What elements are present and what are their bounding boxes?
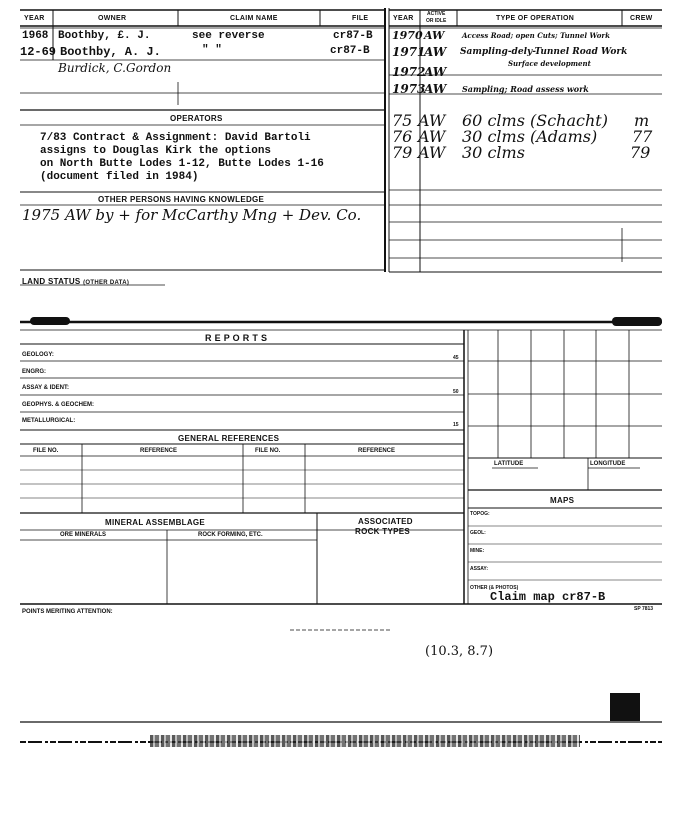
maps-header: MAPS <box>550 496 575 505</box>
activity-row-7-operation: 30 clms <box>462 143 525 162</box>
report-assay-num: 50 <box>453 389 459 395</box>
associated-rock-types-line1: ASSOCIATED <box>358 517 413 526</box>
activity-row-3-status: AW <box>424 65 447 79</box>
report-metallurgical-label: METALLURGICAL: <box>22 418 76 424</box>
coordinate-note: (10.3, 8.7) <box>425 644 494 659</box>
claim-row-2-owner: Boothby, A. J. <box>60 45 161 59</box>
report-geophys-label: GEOPHYS. & GEOCHEM: <box>22 402 95 408</box>
activity-row-5-status: AW <box>418 111 446 130</box>
activity-row-2b-operation: Surface development <box>508 59 591 68</box>
activity-row-4-year: 1973 <box>392 82 426 96</box>
report-assay-label: ASSAY & IDENT: <box>22 385 70 391</box>
activity-row-4-operation: Sampling; Road assess work <box>462 84 589 94</box>
land-status-sub: (OTHER DATA) <box>83 280 130 286</box>
activity-row-7-crew: 79 <box>630 143 651 162</box>
operators-line-2: assigns to Douglas Kirk the options <box>40 145 272 157</box>
col-header-file: FILE <box>352 15 369 22</box>
scan-smudge-right <box>612 317 662 326</box>
activity-header-year: YEAR <box>393 15 414 22</box>
points-meriting-attention-label: POINTS MERITING ATTENTION: <box>22 609 113 615</box>
associated-rock-types-line2: ROCK TYPES <box>355 527 411 536</box>
maps-topog-label: TOPOG: <box>470 511 490 517</box>
other-persons-header: OTHER PERSONS HAVING KNOWLEDGE <box>98 195 265 204</box>
report-metallurgical-num: 15 <box>453 422 459 428</box>
mineral-assemblage-header: MINERAL ASSEMBLAGE <box>105 518 206 527</box>
ore-minerals-label: ORE MINERALS <box>60 532 107 538</box>
activity-row-2-operation: Sampling-dely-Tunnel Road Work <box>460 47 628 57</box>
activity-row-5-year: 75 <box>392 111 413 130</box>
activity-row-1-operation: Access Road; open Cuts; Tunnel Work <box>462 31 610 40</box>
other-persons-entry: 1975 AW by + for McCarthy Mng + Dev. Co. <box>22 206 362 224</box>
activity-row-1-year: 1970 <box>392 29 423 42</box>
ref-col-file-no-1: FILE NO. <box>33 448 59 454</box>
activity-header-active: ACTIVE <box>427 11 446 17</box>
ref-col-reference-1: REFERENCE <box>140 448 178 454</box>
claim-row-2-file: cr87-B <box>330 45 370 57</box>
activity-row-3-year: 1972 <box>392 65 426 79</box>
col-header-year: YEAR <box>24 15 45 22</box>
longitude-label: LONGITUDE <box>590 461 626 467</box>
activity-row-5-crew: m <box>634 111 650 130</box>
ref-col-file-no-2: FILE NO. <box>255 448 281 454</box>
reports-header: R E P O R T S <box>205 333 268 343</box>
activity-header-crew: CREW <box>630 15 653 22</box>
form-number: SP 7813 <box>634 606 654 612</box>
claim-row-1-claim-name: see reverse <box>192 30 265 42</box>
scan-smudge-left <box>30 317 70 325</box>
activity-row-1-status: AW <box>424 29 445 42</box>
activity-row-2-status: AW <box>424 45 447 59</box>
operators-line-1: 7/83 Contract & Assignment: David Bartoli <box>40 132 311 144</box>
operators-line-4: (document filed in 1984) <box>40 171 199 183</box>
claim-row-1-owner: Boothby, £. J. <box>58 30 151 42</box>
claim-row-2-year: 12-69 <box>20 45 57 59</box>
claim-row-2-claim-name: " " <box>202 44 222 56</box>
col-header-claim-name: CLAIM NAME <box>230 15 278 22</box>
scan-smudge-bottom <box>150 735 580 747</box>
report-geology-label: GEOLOGY: <box>22 352 54 358</box>
ref-col-reference-2: REFERENCE <box>358 448 396 454</box>
general-references-header: GENERAL REFERENCES <box>178 434 280 443</box>
report-engrg-label: ENGRG: <box>22 369 46 375</box>
report-geology-num: 45 <box>453 355 459 361</box>
maps-geol-label: GEOL: <box>470 530 486 536</box>
black-square-mark <box>610 693 640 721</box>
claim-row-1-file: cr87-B <box>333 30 373 42</box>
activity-row-6-year: 76 <box>392 127 413 146</box>
claim-row-1-year: 1968 <box>22 30 49 42</box>
activity-row-6-operation: 30 clms (Adams) <box>462 127 598 146</box>
handwritten-owner: Burdick, C.Gordon <box>58 61 172 75</box>
activity-row-5-operation: 60 clms (Schacht) <box>462 111 608 130</box>
latitude-label: LATITUDE <box>494 461 524 467</box>
activity-row-6-status: AW <box>418 127 446 146</box>
maps-mine-label: MINE: <box>470 548 485 554</box>
col-header-owner: OWNER <box>98 15 127 22</box>
activity-row-6-crew: 77 <box>632 127 653 146</box>
maps-other-value: Claim map cr87-B <box>490 590 606 604</box>
activity-row-4-status: AW <box>424 82 447 96</box>
activity-header-operation: TYPE OF OPERATION <box>496 15 575 22</box>
land-status-label <box>22 277 129 286</box>
activity-row-7-status: AW <box>418 143 446 162</box>
maps-assay-label: ASSAY: <box>470 566 489 572</box>
activity-row-2-year: 1971 <box>392 45 426 59</box>
operators-line-3: on North Butte Lodes 1-12, Butte Lodes 1-16 <box>40 158 324 170</box>
rock-forming-label: ROCK FORMING, ETC. <box>198 532 263 538</box>
activity-header-or-idle: OR IDLE <box>426 18 447 24</box>
land-status-main: LAND STATUS <box>22 277 81 286</box>
activity-row-7-year: 79 <box>392 143 413 162</box>
operators-header: OPERATORS <box>170 114 223 123</box>
maps-other-label: OTHER (& PHOTOS) <box>470 585 519 591</box>
